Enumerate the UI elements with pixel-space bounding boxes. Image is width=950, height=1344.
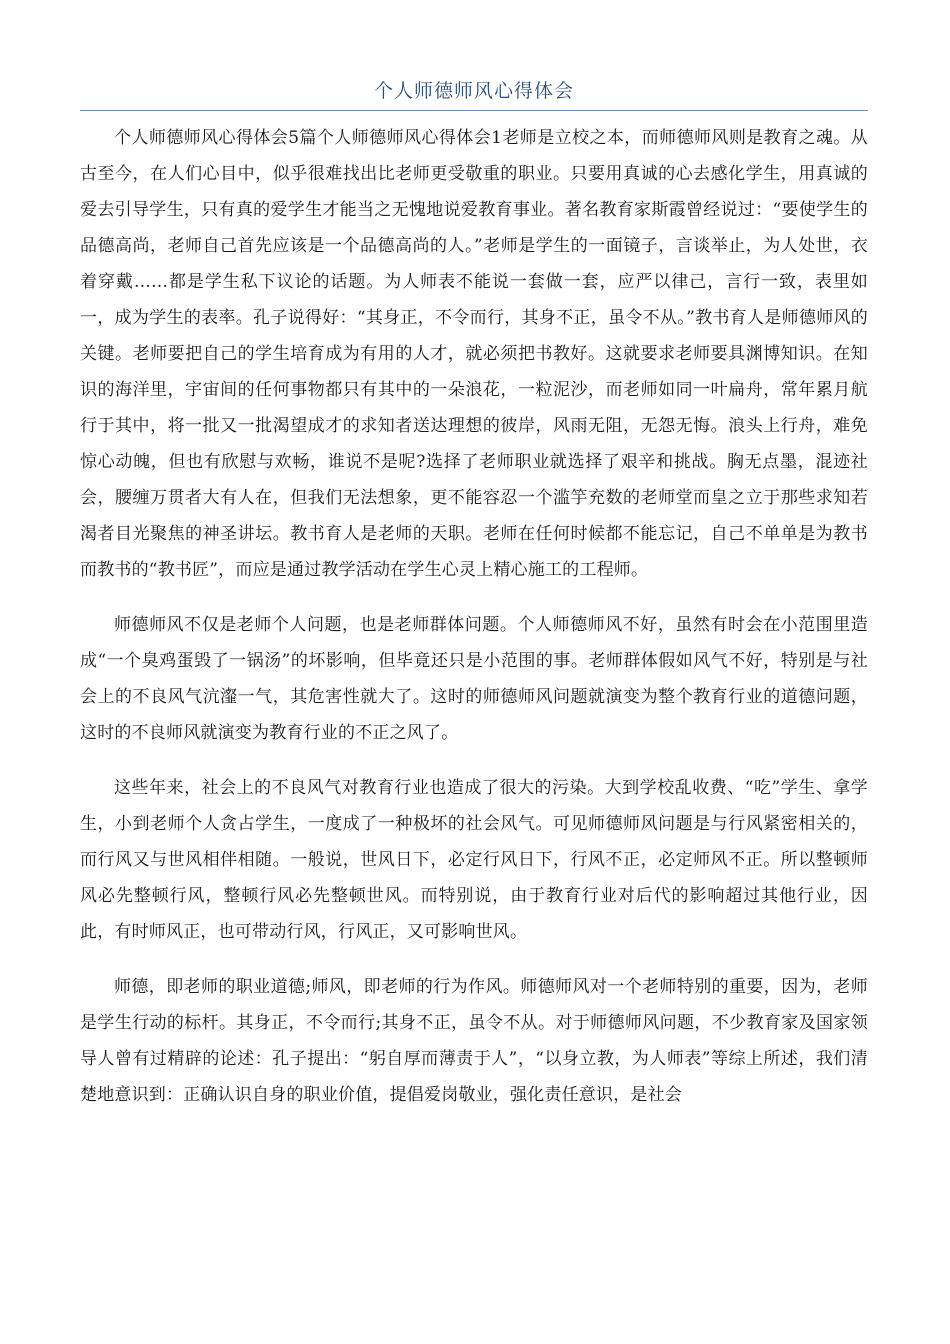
paragraph: 这些年来，社会上的不良风气对教育行业也造成了很大的污染。大到学校乱收费、“吃”学生、拿学生，小到老师个人贪占学生，一度成了一种极坏的社会风气。可见师德师风问题是与行风紧密相关的，而行风又与世风相伴相随。一般说，世风日下，必定行风日下，行风不正，必定师风不正。所以整顿师风必先整顿行风，整顿行风必先整顿世风。而特别说，由于教育行业对后代的影响超过其他行业，因此，有时师风正，也可带动行风，行风正，又可影响世风。: [80, 778, 868, 942]
document-title: 个人师德师风心得体会: [373, 80, 574, 102]
paragraph: 个人师德师风心得体会5篇个人师德师风心得体会1老师是立校之本，而师德师风则是教育之魂。从古至今，在人们心目中，似乎很难找出比老师更受敬重的职业。只要用真诚的心去感化学生，用真诚的爱去引导学生，只有真的爱学生才能当之无愧地说爱教育事业。著名教育家斯霞曾经说过：“要使学生的品德高尚，老师自己首先应该是一个品德高尚的人。”老师是学生的一面镜子，言谈举止，为人处世，衣着穿戴……都是学生私下议论的话题。为人师表不能说一套做一套，应严以律己，言行一致，表里如一，成为学生的表率。孔子说得好：“其身正，不令而行，其身不正，虽令不从。”教书育人是师德师风的关键。老师要把自己的学生培育成为有用的人才，就必须把书教好。这就要求老师要具渊博知识。在知识的海洋里，宇宙间的任何事物都只有其中的一朵浪花，一粒泥沙，而老师如同一叶扁舟，常年累月航行于其中，将一批又一批渴望成才的求知者送达理想的彼岸，风雨无阻，无怨无悔。浪头上行舟，难免惊心动魄，但也有欣慰与欢畅，谁说不是呢?选择了老师职业就选择了艰辛和挑战。胸无点墨，混迹社会，腰缠万贯者大有人在，但我们无法想象，更不能容忍一个滥竽充数的老师堂而皇之立于那些求知若渴者目光聚焦的神圣讲坛。教书育人是老师的天职。老师在任何时候都不能忘记，自己不单单是为教书而教书的“教书匠”，而应是通过教学活动在学生心灵上精心施工的工程师。: [80, 128, 868, 580]
title-underline: [80, 110, 868, 111]
paragraph: 师德，即老师的职业道德;师风，即老师的行为作风。师德师风对一个老师特别的重要，因为，老师是学生行动的标杆。其身正，不令而行;其身不正，虽令不从。对于师德师风问题，不少教育家及国家领导人曾有过精辟的论述：孔子提出：“躬自厚而薄责于人”，“以身立教，为人师表”等综上所述，我们清楚地意识到：正确认识自身的职业价值，提倡爱岗敬业，强化责任意识，是社会: [80, 977, 868, 1105]
paragraph: 师德师风不仅是老师个人问题，也是老师群体问题。个人师德师风不好，虽然有时会在小范围里造成“一个臭鸡蛋毁了一锅汤”的坏影响，但毕竟还只是小范围的事。老师群体假如风气不好，特别是与社会上的不良风气沆瀣一气，其危害性就大了。这时的师德师风问题就演变为整个教育行业的道德问题，这时的不良师风就演变为教育行业的不正之风了。: [80, 615, 868, 743]
document-body: [80, 120, 868, 1132]
